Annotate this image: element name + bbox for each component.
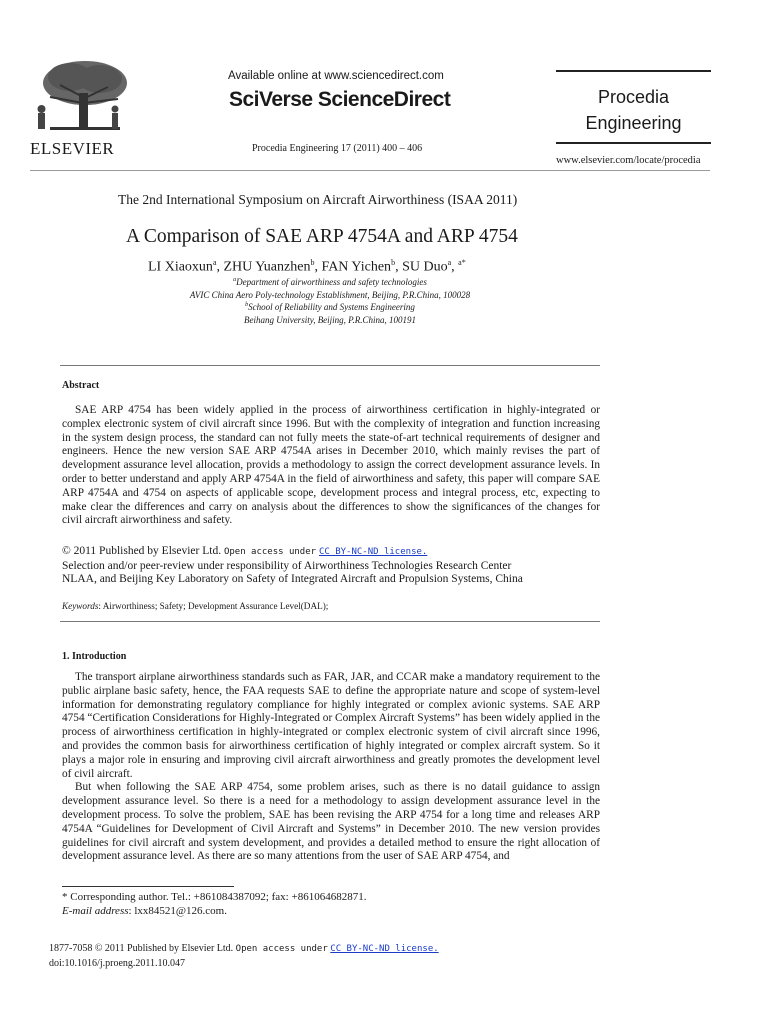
open-access-text: Open access under: [235, 944, 328, 954]
affiliation-mark: a: [233, 277, 237, 283]
affiliation-b-line2: Beihang University, Beijing, P.R.China, 100191: [243, 315, 417, 325]
available-online-link[interactable]: Available online at www.sciencedirect.com: [228, 70, 444, 82]
affiliation-text: Department of airworthiness and safety technologies: [236, 277, 427, 287]
header-divider: [30, 170, 710, 171]
journal-homepage-link[interactable]: www.elsevier.com/locate/procedia: [556, 155, 701, 166]
doi-line[interactable]: doi:10.1016/j.proeng.2011.10.047: [49, 958, 186, 969]
sciencedirect-brand: SciVerse ScienceDirect: [229, 88, 451, 111]
affiliation-a-line2: AVIC China Aero Poly-technology Establishment, Beijing, P.R.China, 100028: [189, 290, 471, 300]
journal-reference: Procedia Engineering 17 (2011) 400 – 406: [252, 143, 423, 154]
affiliation-b-line1: [0, 302, 660, 312]
journal-name-line1: Procedia: [597, 87, 670, 107]
author-corresponding-mark: a*: [458, 258, 466, 267]
affiliation-a-line1: [0, 277, 660, 287]
keywords-label: Keywords: [62, 601, 99, 611]
copyright-text: © 2011 Published by Elsevier Ltd.: [62, 545, 222, 557]
copyright-block: [62, 545, 600, 587]
paragraph: But when following the SAE ARP 4754, some problem arises, such as there is no datail guidance to assign development assurance level. So there is a need for a methodology to assign development assurance level in the development process. To solve the problem, SAE has been revising the ARP 4754 for a long time and releases ARP 4754A “Guidelines for Development of Civil Aircraft and Systems” in December 2010. The new version provides guidelines for civil aircraft and system development, and provides a detailed method to ensure the right allocation of development assurance level. As there are so many attentions from the user of SAE ARP 4754, and: [62, 781, 600, 863]
corresponding-author-note: * Corresponding author. Tel.: +861084387092; fax: +861064682871.: [62, 891, 367, 903]
author-affil-mark: b: [310, 258, 315, 267]
email-label: E-mail address: [62, 905, 129, 917]
introduction-text: [62, 671, 600, 864]
journal-name-box: [556, 70, 711, 144]
keywords-divider: [60, 621, 600, 622]
author-affil-mark: a: [447, 258, 452, 267]
footnote-divider: [62, 886, 234, 887]
author-name: FAN Yichen: [321, 259, 392, 275]
license-link[interactable]: CC BY-NC-ND license.: [330, 944, 439, 954]
keywords-line: [62, 601, 328, 611]
open-access-text: Open access under: [223, 547, 317, 557]
email-address[interactable]: : lxx84521@126.com.: [128, 905, 227, 917]
author-affil-mark: b: [391, 258, 396, 267]
keywords-values: : Airworthiness; Safety; Development Assurance Level(DAL);: [98, 601, 329, 611]
author-name: LI Xiaoxun: [148, 259, 213, 275]
author-name: ZHU Yuanzhen: [223, 259, 311, 275]
peer-review-line: NLAA, and Beijing Key Laboratory on Safety of Integrated Aircraft and Propulsion Systems, China: [62, 573, 523, 585]
license-link[interactable]: CC BY-NC-ND license.: [318, 547, 428, 557]
author-name: SU Duo: [402, 259, 448, 275]
elsevier-wordmark: ELSEVIER: [30, 139, 115, 158]
author-affil-mark: a: [212, 258, 217, 267]
abstract-text: SAE ARP 4754 has been widely applied in the process of airworthiness certification in highly-integrated or complex electronic system of civil aircraft since 1996. But with the complexity of integration and function increasing in the system design process, the standard can not fully meets the state-of-art technical requirements of designer and engineers. Hence the new version SAE ARP 4754A arises in December 2010, which mainly revises the part of development assurance level allocation, provids a methodology to assign the correct development assurance levels. In order to better understand and apply ARP 4754A in the field of airworthiness and safety, this paper will compare SAE ARP 4754A and 4754 on aspects of applicable scope, development process and integral process, etc, expecting to make clear the differences and carry on analysis about the differences to show the significances of the changes for civil aircraft airworthiness and safety.: [62, 404, 600, 527]
abstract-heading: Abstract: [62, 380, 100, 391]
journal-name-line2: Engineering: [585, 113, 682, 133]
symposium-line: The 2nd International Symposium on Aircraft Airworthiness (ISAA 2011): [118, 192, 518, 207]
paragraph: The transport airplane airworthiness standards such as FAR, JAR, and CCAR make a mandatory requirement to the public airplane basic safety, hence, the FAA requests SAE to define the appropriate nature and scope of system-level information for demonstrating regulatory compliance for highly integrated or complex avionic systems. SAE ARP 4754 “Certification Considerations for Highly-Integrated or Complex Aircraft Systems” has been widely applied in the process of airworthiness certification in highly-integrated or complex electronic system of civil aircraft since 1996, and provides the common basis for airworthiness certification of highly integrated or complex aircraft system. So it plays a major role in ensuring and improving civil aircraft airworthiness and greatly promotes the development level of civil aircraft.: [62, 671, 600, 780]
elsevier-tree-logo: [30, 57, 136, 140]
author-list: LI Xiaoxun$^a$, ZHU Yuanzhen$^b$, FAN Yichen$^b$, SU Duo$^a$, $^{a*}$: [148, 258, 466, 275]
peer-review-line: Selection and/or peer-review under responsibility of Airworthiness Technologies Research Center: [62, 559, 512, 572]
issn-line: [49, 943, 439, 954]
email-note: [62, 905, 227, 917]
section-heading: 1. Introduction: [62, 651, 127, 662]
affiliation-text: School of Reliability and Systems Engineering: [248, 302, 415, 312]
paper-title: A Comparison of SAE ARP 4754A and ARP 4754: [126, 226, 518, 247]
affiliation-mark: b: [245, 302, 249, 308]
abstract-divider: [60, 365, 600, 366]
issn-text: 1877-7058 © 2011 Published by Elsevier Ltd.: [49, 943, 234, 954]
